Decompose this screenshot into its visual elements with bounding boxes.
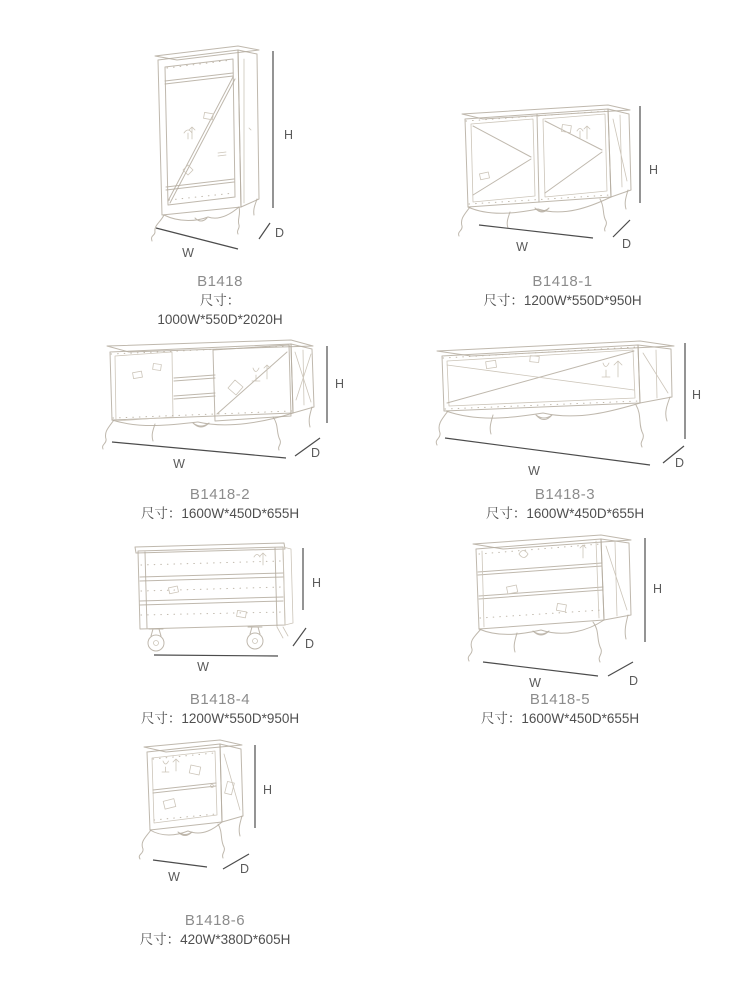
right-sliding-door	[213, 345, 291, 421]
shipping-mark-icon	[254, 553, 266, 565]
sticker-icon-2	[153, 363, 162, 370]
depth-label: D	[311, 446, 321, 460]
product-figure-b1418-6	[120, 730, 310, 947]
cabriole-legs	[139, 816, 242, 859]
sticker-icon	[133, 371, 143, 378]
depth-dimension-line	[259, 223, 270, 239]
frame-stiles	[145, 548, 277, 628]
furniture-sketch-caster-chest	[125, 535, 325, 680]
product-size: 尺寸：1000W*550D*2020H	[157, 293, 283, 327]
cabinet-side	[238, 50, 259, 207]
wine-glass-arrow-icon	[602, 361, 622, 377]
width-label: W	[182, 246, 194, 260]
depth-label: D	[275, 226, 285, 240]
cabinet-front	[110, 344, 293, 420]
height-label: H	[284, 128, 294, 142]
height-label: H	[649, 163, 659, 177]
door-diagonal-brace	[168, 77, 235, 203]
furniture-sketch-nightstand	[120, 730, 285, 895]
width-dimension-line	[153, 860, 207, 867]
product-caption	[140, 272, 300, 329]
sticker-icon-2	[237, 610, 247, 617]
cabriole-legs	[468, 615, 628, 662]
side-stile	[244, 59, 251, 203]
cabriole-legs	[459, 190, 628, 236]
side-brace	[224, 754, 240, 810]
side-brace	[643, 350, 668, 398]
height-label: H	[263, 783, 273, 797]
width-dimension-line	[112, 442, 286, 458]
width-label: W	[173, 457, 185, 471]
depth-label: D	[622, 237, 632, 251]
shipping-mark-icon	[184, 127, 195, 139]
side-sticker-icon	[225, 781, 235, 794]
depth-label: D	[629, 674, 639, 688]
width-label: W	[197, 660, 209, 674]
drawer-rails	[478, 563, 603, 599]
sticker-icon	[506, 585, 517, 594]
furniture-sketch-sideboard	[450, 95, 675, 265]
door-mid-rail	[153, 783, 216, 793]
product-size: 尺寸：1200W*550D*950H	[483, 293, 642, 308]
door-top-rail	[165, 73, 233, 84]
side-brace	[606, 542, 627, 616]
frame-stiles	[482, 541, 599, 627]
product-code: B1418-3	[534, 486, 596, 503]
caster-hub-right	[253, 639, 258, 644]
product-caption	[430, 485, 700, 523]
product-code: B1418-2	[189, 486, 251, 503]
sticker-icon-2	[163, 799, 176, 809]
left-sliding-door	[115, 352, 173, 421]
cabinet-front	[476, 539, 604, 629]
product-code: B1418	[197, 273, 243, 290]
caster-partial-right	[277, 627, 288, 638]
width-dimension-line	[154, 655, 278, 656]
sticker-icon-2	[479, 172, 489, 180]
center-drawer-rails	[174, 375, 215, 399]
wine-glass-arrow-icon	[162, 759, 179, 772]
apron-ornament	[536, 415, 552, 420]
height-label: H	[653, 582, 663, 596]
product-size: 尺寸：1200W*550D*950H	[140, 711, 300, 726]
nail-dots	[111, 346, 292, 418]
depth-label: D	[240, 862, 250, 876]
product-figure-b1418-5	[450, 530, 670, 726]
product-figure-b1418-4	[125, 535, 322, 726]
product-caption	[95, 485, 345, 523]
sticker-icon	[486, 360, 497, 368]
caster-hub-left	[154, 641, 159, 646]
width-label: W	[168, 870, 180, 884]
cabinet-top	[155, 46, 259, 60]
door-divider	[537, 114, 539, 202]
height-label: H	[312, 576, 322, 590]
furniture-sketch-tall-cabinet	[140, 35, 300, 260]
product-caption	[450, 272, 675, 310]
furniture-sketch-tv-cabinet	[95, 330, 345, 475]
nail-dots	[479, 544, 602, 618]
width-label: W	[528, 464, 540, 478]
product-code: B1418-6	[184, 912, 246, 929]
product-figure-b1418-2	[95, 330, 345, 521]
depth-dimension-line	[613, 220, 630, 237]
product-size: 尺寸：420W*380D*605H	[139, 932, 291, 947]
wine-glass-arrow-icon	[252, 365, 270, 381]
label-icon	[183, 152, 226, 175]
width-dimension-line	[483, 662, 598, 676]
height-label: H	[692, 388, 702, 402]
sticker-icon-2	[556, 603, 566, 611]
cabinet-side	[608, 109, 631, 197]
nail-dots	[141, 561, 283, 615]
product-caption	[120, 911, 310, 949]
width-label: W	[516, 240, 528, 254]
product-figure-b1418-1	[450, 95, 675, 308]
width-dimension-line	[156, 228, 238, 249]
cabinet-front	[442, 345, 640, 411]
product-code: B1418-4	[189, 691, 251, 708]
furniture-sketch-drawer-chest	[455, 530, 680, 690]
front-diagonal-brace-2	[447, 365, 634, 390]
caster-wheel-right	[247, 633, 263, 649]
product-size: 尺寸：1600W*450D*655H	[480, 711, 640, 726]
product-caption	[450, 690, 670, 728]
width-dimension-line	[445, 438, 650, 465]
depth-label: D	[675, 456, 685, 470]
product-figure-b1418-3	[430, 335, 702, 521]
cabinet-side	[220, 744, 243, 822]
depth-label: D	[305, 637, 315, 651]
sticker-icon	[189, 765, 200, 775]
sticker-icon-2	[530, 356, 540, 363]
side-brace	[613, 115, 627, 187]
product-caption	[125, 690, 315, 728]
product-size: 尺寸：1600W*450D*655H	[140, 506, 300, 521]
width-label: W	[529, 676, 541, 690]
product-figure-b1418	[140, 35, 300, 327]
furniture-sketch-low-cabinet	[430, 335, 700, 480]
caster-wheel-left	[148, 635, 164, 651]
height-label: H	[335, 377, 345, 391]
side-x-brace	[295, 350, 311, 405]
product-code: B1418-1	[532, 273, 593, 290]
shipping-mark-icon	[577, 126, 590, 139]
product-size: 尺寸：1600W*450D*655H	[485, 506, 645, 521]
product-code: B1418-5	[529, 691, 591, 708]
width-dimension-line	[479, 225, 593, 238]
sticker-icon	[168, 586, 178, 594]
nail-dots	[167, 60, 234, 200]
cabinet-front	[158, 50, 241, 215]
horizontal-rails	[140, 573, 283, 605]
